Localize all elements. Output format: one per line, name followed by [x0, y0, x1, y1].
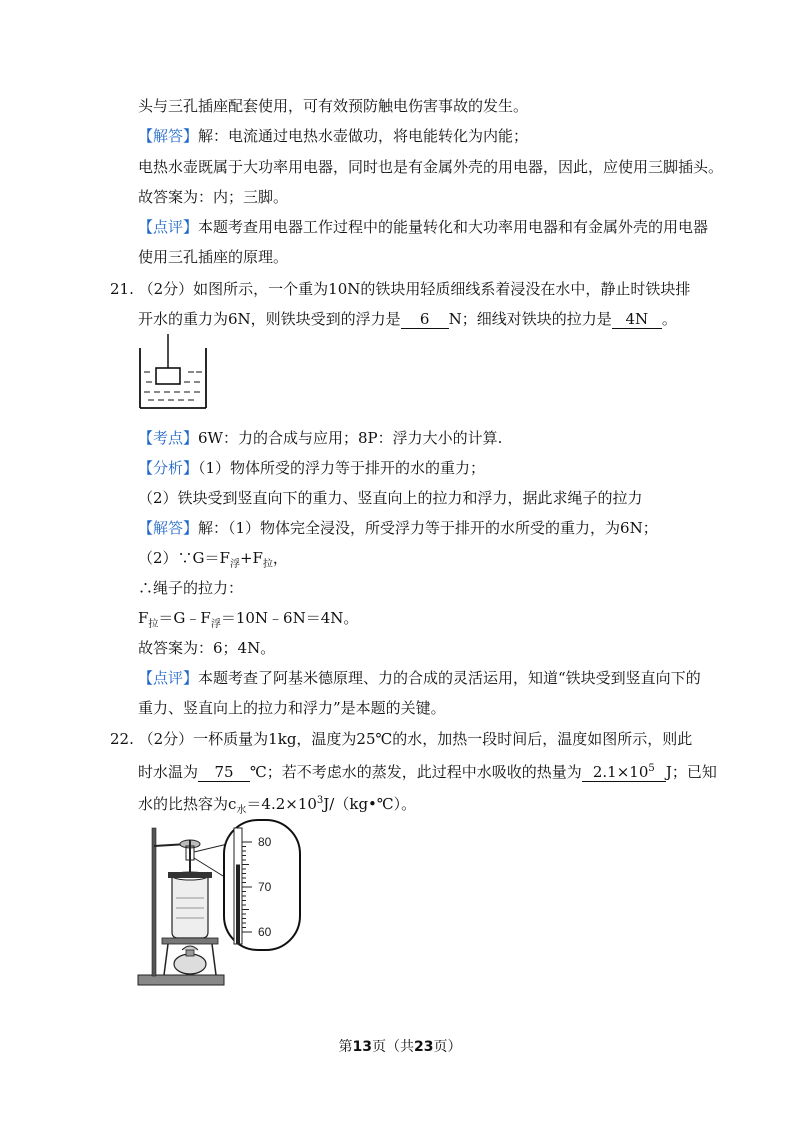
thermometer-liquid-column [236, 865, 240, 945]
q21-tension-calc: $F_拉=G﹣F_浮=10N﹣6N=4N$。 [138, 609, 359, 630]
thermometer-label-80: 80 [258, 835, 272, 849]
total-pages: 23 [414, 1039, 434, 1055]
q21-stem-line: 开水的重力为6N，则铁块受到的浮力是 6 N；细线对铁块的拉力是 4N 。 [138, 310, 677, 328]
q21-fenxi-line: （2）铁块受到竖直向下的重力、竖直向上的拉力和浮力，据此求绳子的拉力 [138, 489, 643, 507]
page-footer: 第13页（共23页） [338, 1039, 462, 1055]
q21-fenxi: 【分析】（1）物体所受的浮力等于排开的水的重力； [138, 459, 486, 477]
thermometer-label-60: 60 [258, 925, 272, 939]
answer-blank-heat: $2.1\times 10^5$ [582, 760, 666, 782]
q20-answer: 【解答】解：电流通过电热水壶做功，将电能转化为内能； [138, 127, 529, 145]
q21-final-answer: 故答案为：6；4N。 [138, 639, 276, 657]
jieda-tag: 【解答】 [138, 519, 199, 537]
q22-stem: 22. （2分）一杯质量为1kg，温度为25℃的水，加热一段时间后，温度如图所示，则此 [110, 730, 693, 748]
review-tag: 【点评】 [138, 669, 199, 687]
q21-stem: 21. （2分）如图所示，一个重为10N的铁块用轻质细线系着浸没在水中，静止时铁块排 [110, 280, 691, 298]
q21-therefore: ∴绳子的拉力： [138, 579, 244, 597]
question-number: 22. [110, 730, 134, 748]
thermometer-label-70: 70 [258, 880, 272, 894]
q21-review: 【点评】本题考查了阿基米德原理、力的合成的灵活运用，知道“铁块受到竖直向下的 [138, 669, 701, 687]
q21-review-line: 重力、竖直向上的拉力和浮力”是本题的关键。 [138, 699, 446, 717]
question-number: 21. [110, 280, 134, 298]
page-number: 13 [352, 1039, 372, 1055]
q21-equation: $(2)\because G=F_浮+F_拉$， [138, 549, 288, 570]
answer-blank-temperature: 75 [198, 764, 250, 782]
q20-answer-line: 电热水壶既属于大功率用电器，同时也是有金属外壳的用电器，因此，应使用三脚插头。 [138, 158, 724, 176]
heating-apparatus-figure [136, 812, 306, 992]
q20-final-answer: 故答案为：内；三脚。 [138, 188, 289, 206]
kaodian-tag: 【考点】 [138, 429, 199, 447]
q22-stem-line: 水的比热容为$c_水=4.2\times 10^3J/(kg•℃)$。 [138, 795, 417, 816]
answer-blank-buoyancy: 6 [401, 311, 449, 329]
q21-kaodian: 【考点】6W：力的合成与应用；8P：浮力大小的计算. [138, 429, 503, 447]
q21-jieda: 【解答】解：（1）物体完全浸没，所受浮力等于排开的水所受的重力，为6N； [138, 519, 658, 537]
answer-tag: 【解答】 [138, 127, 199, 145]
q20-review: 【点评】本题考查用电器工作过程中的能量转化和大功率用电器和有金属外壳的用电器 [138, 218, 709, 236]
fenxi-tag: 【分析】 [138, 459, 199, 477]
iron-block-in-water-figure [138, 334, 210, 414]
q20-text-line: 头与三孔插座配套使用，可有效预防触电伤害事故的发生。 [138, 97, 529, 115]
q20-review-line: 使用三孔插座的原理。 [138, 248, 289, 266]
review-tag: 【点评】 [138, 218, 199, 236]
answer-blank-tension: 4N [612, 311, 662, 329]
q22-stem-line: 时水温为 75 ℃；若不考虑水的蒸发，此过程中水吸收的热量为 $2.1\times 10^5$ J；已知 [138, 760, 717, 782]
